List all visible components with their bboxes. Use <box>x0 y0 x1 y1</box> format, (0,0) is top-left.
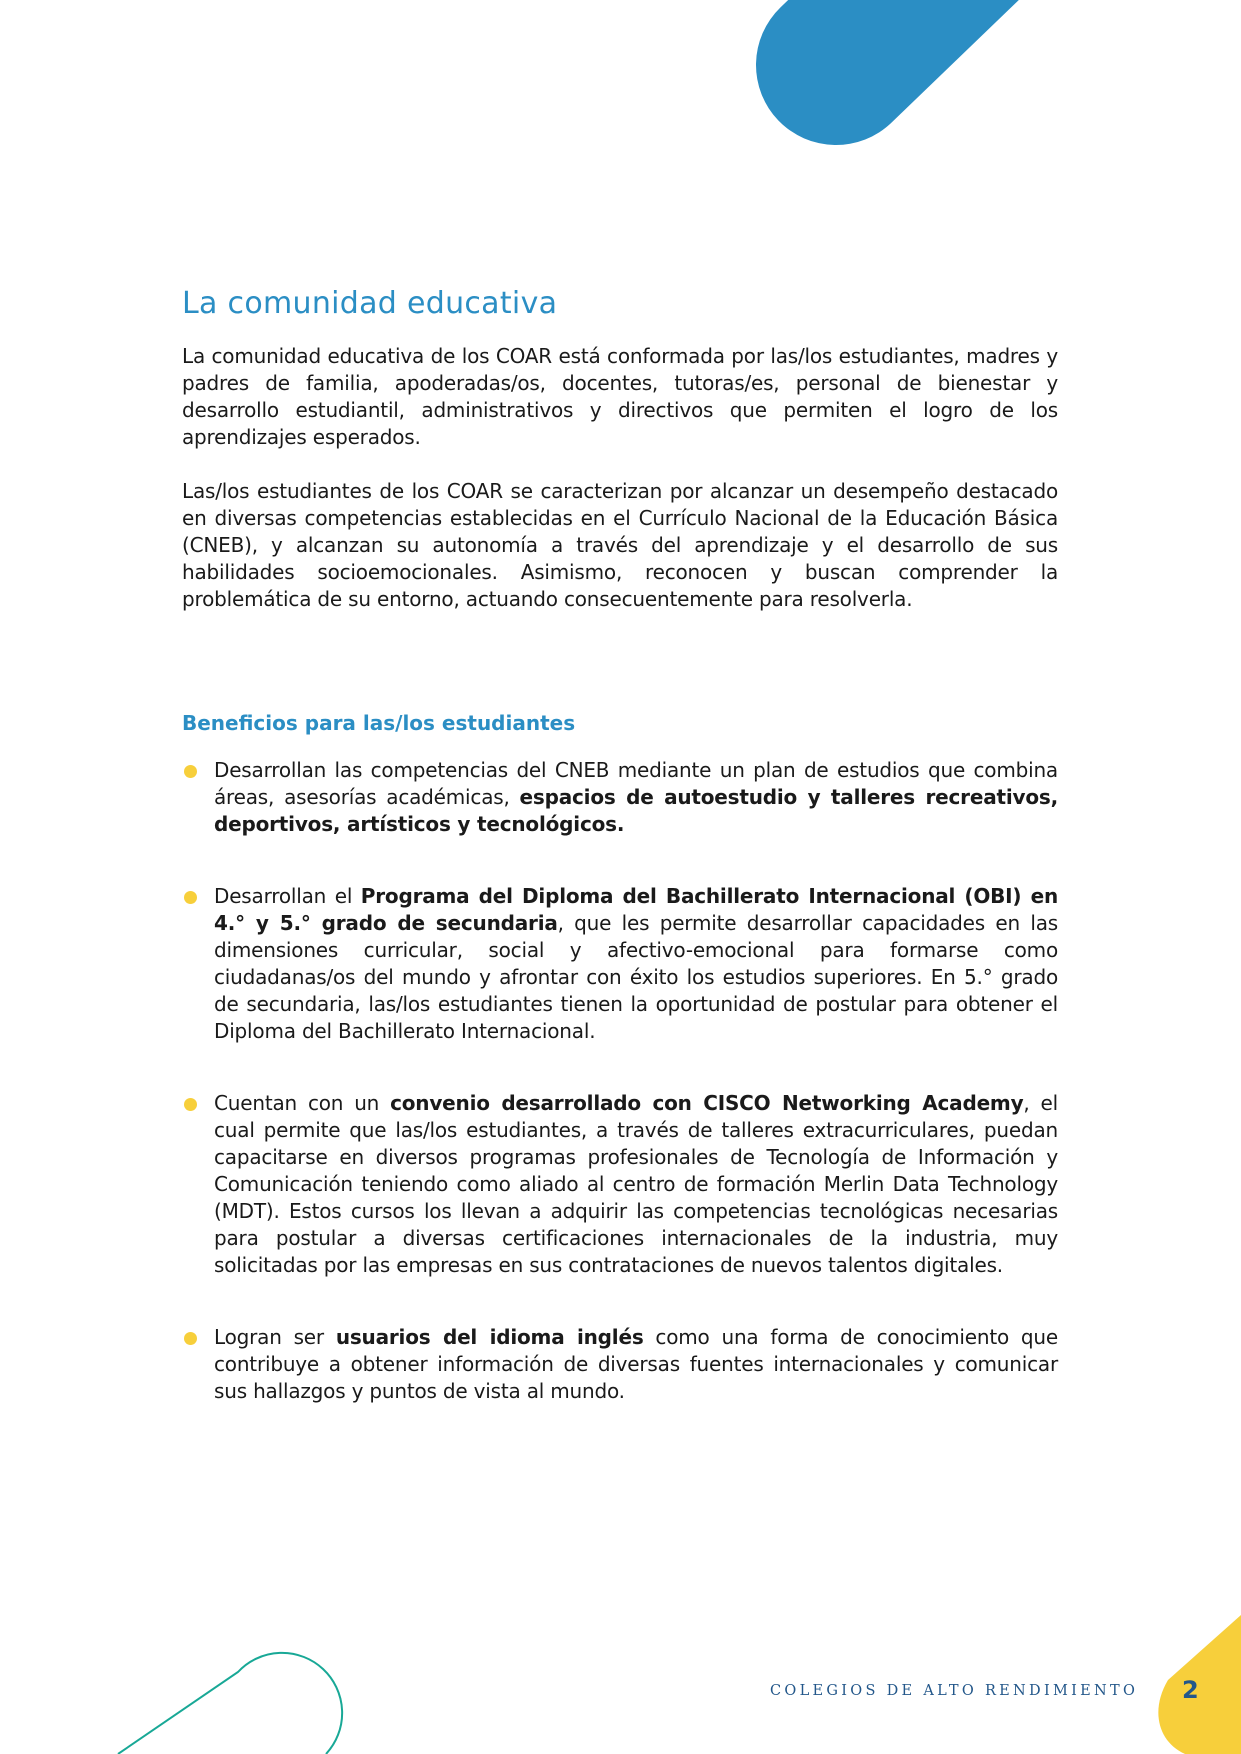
benefit-text-end: , que les permite desarrollar capacidades en las dimensiones curricular, social y afectivo-emocional para formarse como ciudadanas/os del mundo y afrontar con éxito los estudios superiores. En 5.° grado de secundaria, las/los estudiantes tienen la oportunidad de postular para obtener el Diploma del Bachillerato Internacional. <box>214 911 1058 1043</box>
benefit-text: Desarrollan las competencias del CNEB mediante un plan de estudios que combina áreas, asesorías académicas, <box>214 758 1058 809</box>
benefit-item <box>182 1090 1058 1279</box>
benefit-text-end: , el cual permite que las/los estudiantes, a través de talleres extracurriculares, puedan capacitarse en diversos programas profesionales de Tecnología de Información y Comunicación teniendo como aliado al centro de formación Merlin Data Technology (MDT). Estos cursos los llevan a adquirir las competencias tecnológicas necesarias para postular a diversas certificaciones internacionales de la industria, muy solicitadas por las empresas en sus contrataciones de nuevos talentos digitales. <box>214 1091 1058 1277</box>
benefit-text: Cuentan con un <box>214 1091 391 1115</box>
students-paragraph: Las/los estudiantes de los COAR se caracterizan por alcanzar un desempeño destacado en diversas competencias establecidas en el Currículo Nacional de la Educación Básica (CNEB), y alcanzan su autonomía a través del aprendizaje y el desarrollo de sus habilidades socioemocionales. Asimismo, reconocen y buscan comprender la problemática de su entorno, actuando consecuentemente para resolverla. <box>182 479 1058 611</box>
benefits-list <box>182 757 1058 1405</box>
benefit-text-end: como una forma de conocimiento que contribuye a obtener información de diversas fuentes internacionales y comunicar sus hallazgos y puntos de vista al mundo. <box>214 1325 1058 1403</box>
benefit-highlight: espacios de autoestudio y talleres recreativos, deportivos, artísticos y tecnológicos. <box>214 785 1058 836</box>
main-content <box>182 286 1058 1405</box>
benefit-item <box>182 757 1058 838</box>
bullet-dot-icon <box>184 891 197 904</box>
benefit-text: Logran ser <box>214 1325 336 1349</box>
bottom-teal-outline <box>118 1653 342 1754</box>
top-blue-shape <box>836 0 1080 65</box>
benefit-highlight: usuarios del idioma inglés <box>335 1325 644 1349</box>
bullet-dot-icon <box>184 1332 197 1345</box>
benefit-item <box>182 883 1058 1045</box>
benefit-text: Desarrollan el <box>214 884 361 908</box>
benefits-title: Beneficios para las/los estudiantes <box>182 711 576 735</box>
bottom-yellow-shape <box>1158 1615 1241 1754</box>
bullet-dot-icon <box>184 765 197 778</box>
benefit-highlight: Programa del Diploma del Bachillerato Internacional (OBI) en 4.° y 5.° grado de secundaria <box>214 884 1058 935</box>
footer-label: COLEGIOS DE ALTO RENDIMIENTO <box>770 1683 1139 1699</box>
page-number: 2 <box>1182 1676 1199 1704</box>
benefit-item <box>182 1324 1058 1405</box>
section-title: La comunidad educativa <box>182 286 558 321</box>
benefit-highlight: convenio desarrollado con CISCO Networking Academy <box>390 1091 1024 1115</box>
bullet-dot-icon <box>184 1098 197 1111</box>
intro-paragraph: La comunidad educativa de los COAR está conformada por las/los estudiantes, madres y padres de familia, apoderadas/os, docentes, tutoras/es, personal de bienestar y desarrollo estudiantil, administrativos y directivos que permiten el logro de los aprendizajes esperados. <box>182 344 1058 449</box>
